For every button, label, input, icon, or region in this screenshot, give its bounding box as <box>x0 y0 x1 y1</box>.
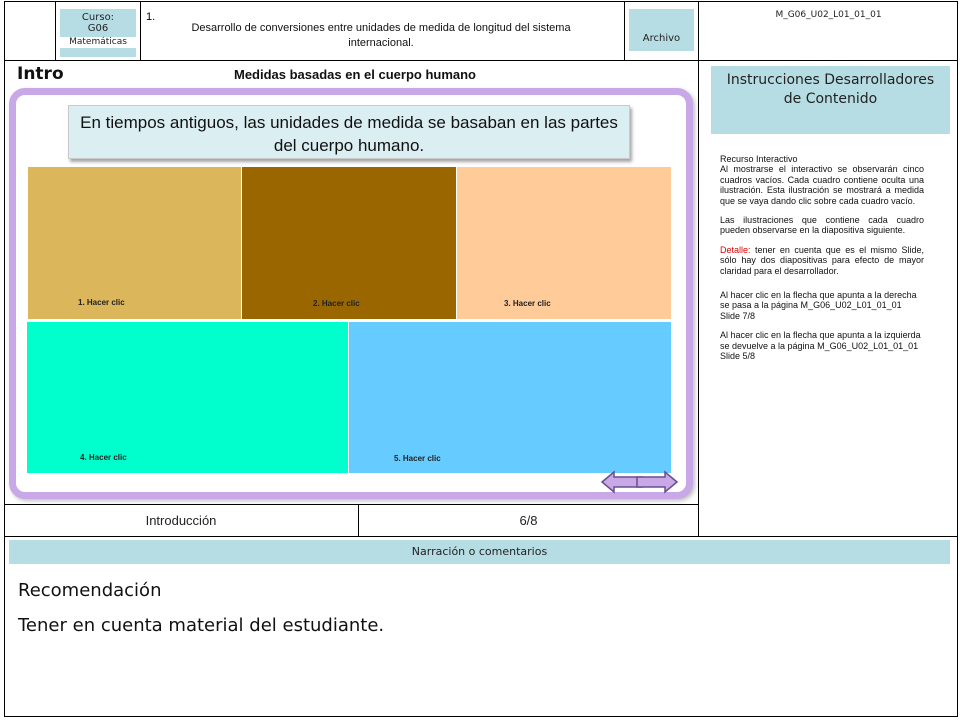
narration-heading: Recomendación <box>18 580 162 601</box>
instructions-detail <box>720 245 924 276</box>
instructions-title: Instrucciones Desarrolladores de Contenido <box>711 66 950 134</box>
reveal-box-4[interactable] <box>27 322 348 473</box>
topic-title: Desarrollo de conversiones entre unidades de medida de longitud del sistema internacional. <box>191 22 571 49</box>
subject-label: Matemáticas <box>60 37 136 48</box>
detail-label: Detalle: <box>720 244 751 255</box>
box-1-label: 1. Hacer clic <box>78 298 125 307</box>
file-code: M_G06_U02_L01_01_01 <box>775 10 882 20</box>
course-label: Curso: <box>81 12 115 23</box>
narration-label: Narración o comentarios <box>9 540 950 564</box>
reveal-box-5[interactable] <box>349 322 671 473</box>
narration-text: Tener en cuenta material del estudiante. <box>18 615 385 636</box>
grid-line <box>55 1 56 60</box>
slide-title: Medidas basadas en el cuerpo humano <box>233 67 476 82</box>
grid-line <box>698 1 699 536</box>
resource-type: Recurso Interactivo <box>720 154 798 164</box>
box-5-label: 5. Hacer clic <box>394 454 441 463</box>
footer-section-name: Introducción <box>145 513 217 528</box>
box-4-label: 4. Hacer clic <box>80 453 127 462</box>
footer-page: 6/8 <box>519 513 538 528</box>
instructions-p1: Al mostrarse el interactivo se observarán cinco cuadros vacíos. Cada cuadro contiene oculta una ilustración. Esta ilustración se mostrará a medida que se vaya dando clic sobre cada cuadro vacío. <box>720 164 924 206</box>
instructions-p2: Las ilustraciones que contiene cada cuadro pueden observarse en la diapositiva siguiente. <box>720 215 924 236</box>
instructions-body <box>720 154 924 371</box>
course-code: G06 <box>87 23 109 34</box>
reveal-box-1[interactable] <box>28 167 241 319</box>
box-2-label: 2. Hacer clic <box>313 299 360 308</box>
intro-banner <box>68 105 630 159</box>
reveal-box-2[interactable] <box>242 167 456 319</box>
grid-line <box>140 1 141 60</box>
archive-tag: Archivo <box>629 9 694 51</box>
course-tag <box>60 9 136 57</box>
grid-line <box>624 1 625 60</box>
detail-text: tener en cuenta que es el mismo Slide, sólo hay dos diapositivas para efecto de mayor claridad para el desarrollador. <box>720 244 924 276</box>
grid-line <box>4 536 958 537</box>
banner-text: En tiempos antiguos, las unidades de medida se basaban en las partes del cuerpo humano. <box>80 113 618 155</box>
grid-line <box>4 504 698 505</box>
box-3-label: 3. Hacer clic <box>504 299 551 308</box>
next-arrow-icon[interactable] <box>635 469 679 495</box>
reveal-box-3[interactable] <box>457 167 671 319</box>
instructions-p4: Al hacer clic en la flecha que apunta a la derecha se pasa a la página M_G06_U02_L01_01_01 Slide 7/8 <box>720 290 917 321</box>
instructions-p5: Al hacer clic en la flecha que apunta a la izquierda se devuelve a la página M_G06_U02_L01_01_01 Slide 5/8 <box>720 330 921 362</box>
grid-line <box>4 60 958 61</box>
topic-number: 1. <box>146 11 156 23</box>
section-label: Intro <box>17 64 64 84</box>
